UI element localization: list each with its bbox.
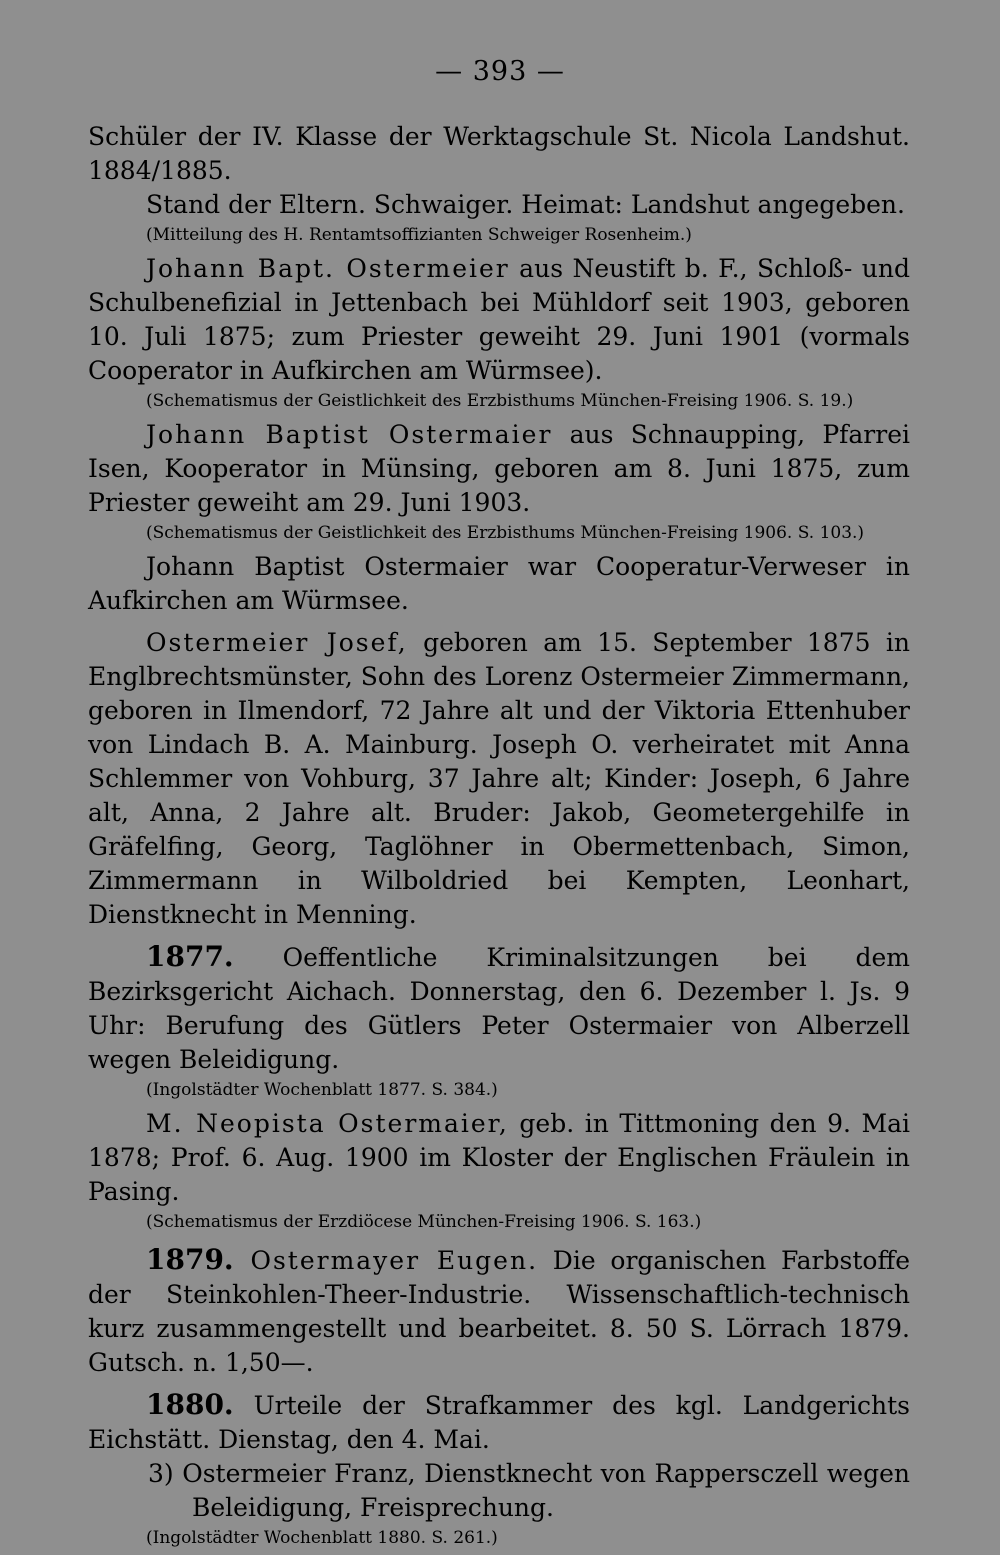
entry-paragraph — [88, 550, 910, 618]
entry-name: Johann Bapt. Ostermeier — [146, 254, 510, 283]
entry-text: aus Neustift b. F., Schloß- und Schulbenefizial in Jettenbach bei Mühldorf seit 1903, geboren 10. Juli 1875; zum Priester geweiht 29. Juni 1901 (vormals Cooperator in Aufkirchen am Würmsee). — [88, 254, 910, 385]
entry-name: Ostermeier Josef, — [146, 628, 408, 657]
entry-name: Johann Baptist Ostermaier — [146, 552, 508, 581]
entry-text: Urteile der Strafkammer des kgl. Landgerichts Eichstätt. Dienstag, den 4. Mai. — [88, 1391, 910, 1454]
entry-name: Johann Baptist Ostermaier — [146, 420, 553, 449]
paragraph: Stand der Eltern. Schwaiger. Heimat: Landshut angegeben. — [146, 190, 905, 219]
source-citation: (Ingolstädter Wochenblatt 1880. S. 261.) — [146, 1528, 498, 1548]
paragraph: Schüler der IV. Klasse der Werktagschule St. Nicola Landshut. 1884/1885. — [88, 122, 910, 185]
entry-paragraph — [88, 252, 910, 388]
source-citation: (Schematismus der Geistlichkeit des Erzbisthums München-Freising 1906. S. 103.) — [146, 523, 865, 543]
source-citation: (Ingolstädter Wochenblatt 1877. S. 384.) — [146, 1080, 498, 1100]
entry-text: geb. in Tittmoning den 9. Mai 1878; Prof. 6. Aug. 1900 im Kloster der Englischen Fräulein in Pasing. — [88, 1109, 911, 1206]
year-heading: 1879. — [146, 1243, 234, 1276]
entry-paragraph — [88, 626, 910, 932]
source-citation: (Schematismus der Erzdiöcese München-Freising 1906. S. 163.) — [146, 1212, 702, 1232]
entry-text: war Cooperatur-Verweser in Aufkirchen am Würmsee. — [88, 552, 910, 615]
year-heading: 1877. — [146, 940, 234, 973]
entry-text: Oeffentliche Kriminalsitzungen bei dem Bezirksgericht Aichach. Donnerstag, den 6. Dezember l. Js. 9 Uhr: Berufung des Gütlers Peter Ostermaier von Alberzell wegen Beleidigung. — [88, 943, 910, 1074]
year-entry — [88, 1243, 910, 1380]
entry-text: aus Schnaupping, Pfarrei Isen, Kooperator in Münsing, geboren am 8. Juni 1875, zum Priester geweiht am 29. Juni 1903. — [88, 420, 910, 517]
entry-text: Die organischen Farbstoffe der Steinkohlen-Theer-Industrie. Wissenschaftlich-technisch kurz zusammengestellt und bearbeitet. 8. 50 S. Lörrach 1879. Gutsch. n. 1,50—. — [88, 1246, 910, 1377]
entry-paragraph — [88, 418, 910, 520]
year-heading: 1880. — [146, 1388, 234, 1421]
entry-text: geboren am 15. September 1875 in Englbrechtsmünster, Sohn des Lorenz Ostermeier Zimmermann, geboren in Ilmendorf, 72 Jahre alt und der Viktoria Ettenhuber von Lindach B. A. Mainburg. Joseph O. verheiratet mit Anna Schlemmer von Vohburg, 37 Jahre alt; Kinder: Joseph, 6 Jahre alt, Anna, 2 Jahre alt. Bruder: Jakob, Geometergehilfe in Gräfelfing, Georg, Taglöhner in Obermettenbach, Simon, Zimmermann in Wilboldried bei Kempten, Leonhart, Dienstknecht in Menning. — [88, 628, 910, 929]
source-citation: (Schematismus der Geistlichkeit des Erzbisthums München-Freising 1906. S. 19.) — [146, 391, 854, 411]
source-citation: (Mitteilung des H. Rentamtsoffizianten Schweiger Rosenheim.) — [146, 225, 692, 245]
entry-paragraph — [88, 1107, 910, 1209]
list-item: 3) Ostermeier Franz, Dienstknecht von Rappersczell wegen Beleidigung, Freisprechung. — [148, 1459, 910, 1522]
entry-name: M. Neopista Ostermaier, — [146, 1109, 509, 1138]
entry-name: Ostermayer Eugen. — [233, 1246, 539, 1275]
page-body — [88, 120, 910, 1555]
year-entry — [88, 1388, 910, 1457]
page-number: — 393 — — [435, 56, 565, 87]
year-entry — [88, 940, 910, 1077]
